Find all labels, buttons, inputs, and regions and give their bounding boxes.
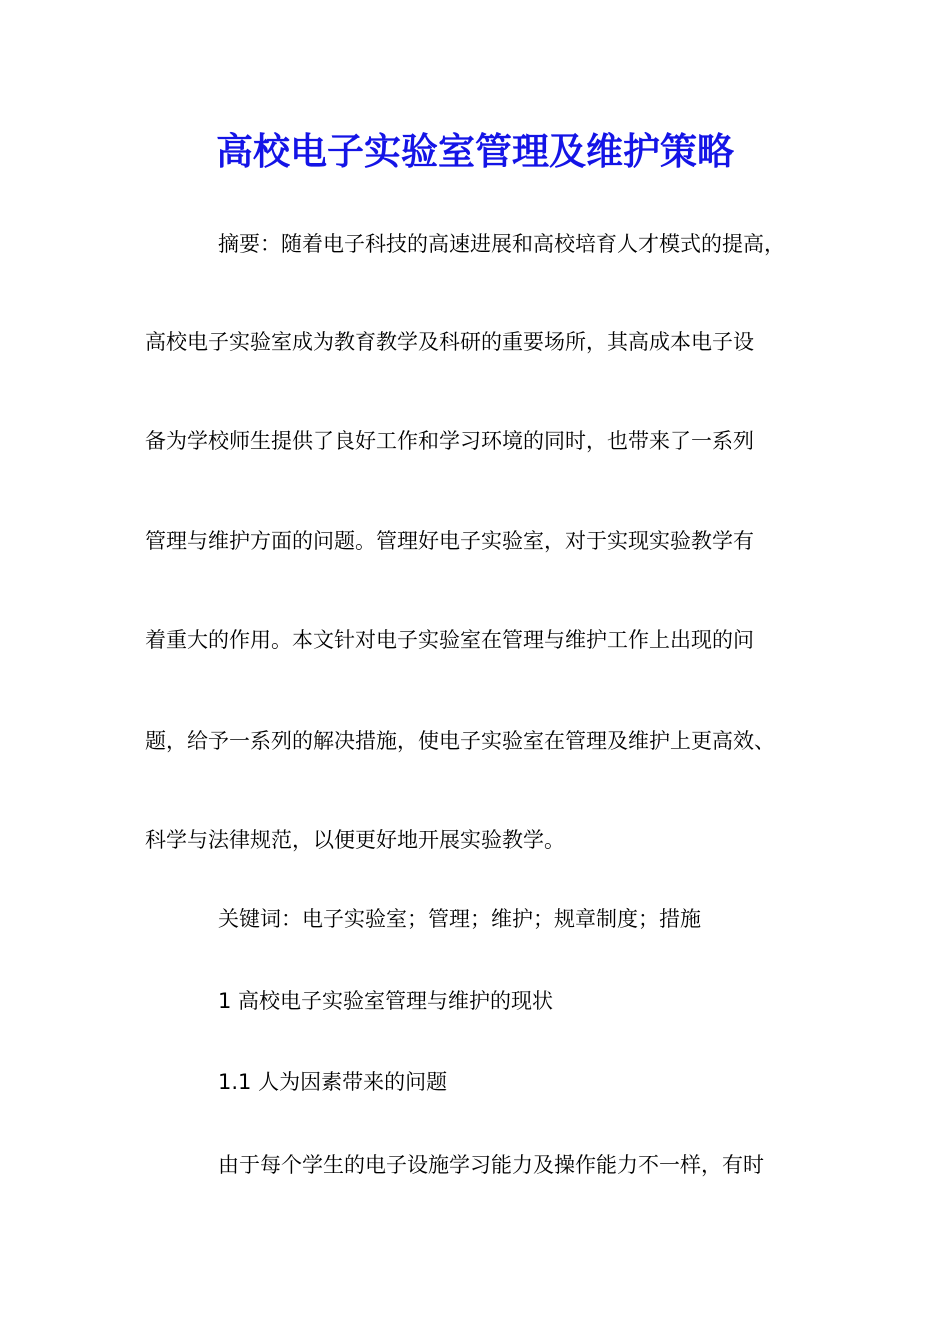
- abstract-line-7: 科学与法律规范，以便更好地开展实验教学。: [145, 828, 565, 852]
- abstract-line-4: 管理与维护方面的问题。管理好电子实验室，对于实现实验教学有: [145, 529, 754, 553]
- keywords-line: 关键词：电子实验室；管理；维护；规章制度；措施: [218, 907, 701, 931]
- section-1-1-heading: 1.1 人为因素带来的问题: [218, 1070, 448, 1094]
- abstract-line-3: 备为学校师生提供了良好工作和学习环境的同时，也带来了一系列: [145, 429, 754, 453]
- abstract-line-5: 着重大的作用。本文针对电子实验室在管理与维护工作上出现的问: [145, 628, 754, 652]
- abstract-line-6: 题，给予一系列的解决措施，使电子实验室在管理及维护上更高效、: [145, 729, 775, 753]
- section-1-heading: 1 高校电子实验室管理与维护的现状: [218, 989, 554, 1013]
- abstract-line-2: 高校电子实验室成为教育教学及科研的重要场所，其高成本电子设: [145, 330, 754, 354]
- body-paragraph-line: 由于每个学生的电子设施学习能力及操作能力不一样，有时: [218, 1153, 764, 1177]
- abstract-line-1: 摘要：随着电子科技的高速进展和高校培育人才模式的提高，: [218, 232, 785, 256]
- document-title: 高校电子实验室管理及维护策略: [216, 129, 734, 173]
